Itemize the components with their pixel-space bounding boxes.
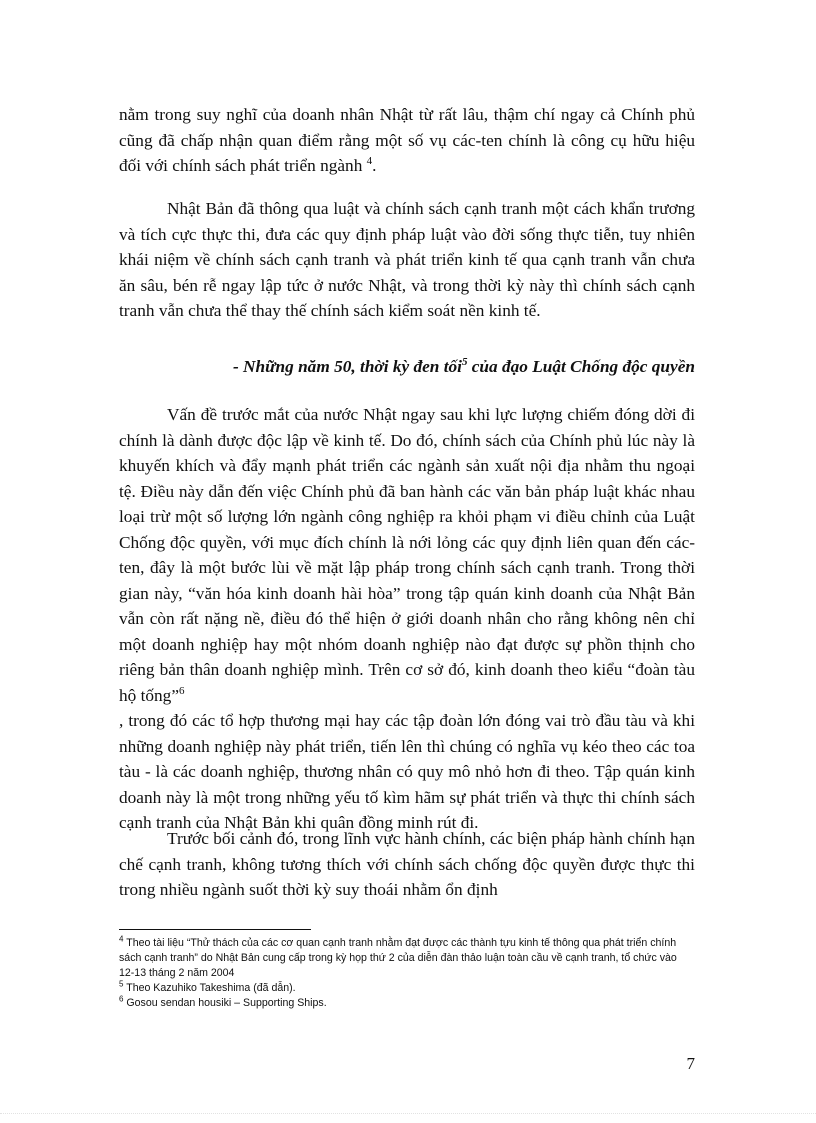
footnote-reference[interactable]: 4: [366, 155, 373, 168]
paragraph-continuation: [119, 102, 695, 179]
footnote-separator: [119, 929, 311, 930]
paragraph-text-continued: , trong đó các tổ hợp thương mại hay các tập đoàn lớn đóng vai trò đầu tàu và khi những doanh nghiệp này phát triển, tiến lên thì chúng có nghĩa vụ kéo theo các toa tàu - là các doanh nghiệp, thương nhân có quy mô nhỏ hơn đi theo. Tập quán kinh doanh này là một trong những yếu tố kìm hãm sự phát triển và thực thi chính sách cạnh tranh của Nhật Bản khi quân đồng minh rút đi.: [119, 711, 695, 832]
paragraph-fifties: [119, 402, 695, 836]
footnote-number: 4: [119, 934, 124, 944]
footnote-6: [119, 996, 695, 1011]
heading-text: - Những năm 50, thời kỳ đen tối: [232, 357, 462, 376]
page-number: 7: [686, 1054, 695, 1073]
footnotes: [119, 936, 695, 1011]
page-edge-divider: [0, 1113, 816, 1114]
footnote-reference[interactable]: 5: [461, 356, 468, 369]
paragraph-end: .: [372, 156, 377, 175]
heading-text-end: của đạo Luật Chống độc quyền: [467, 357, 695, 376]
footnote-text: Theo tài liệu “Thử thách của các cơ quan cạnh tranh nhằm đạt được các thành tựu kinh tế thông qua phát triển chính sách cạnh tranh” do Nhật Bản cung cấp trong kỳ họp thứ 2 của diễn đàn thảo luận toàn cầu về cạnh tranh, tổ chức vào 12-13 tháng 2 năm 2004: [119, 937, 677, 979]
footnote-number: 6: [119, 994, 124, 1004]
footnote-reference[interactable]: 6: [179, 684, 185, 697]
footnote-text: Theo Kazuhiko Takeshima (đã dẫn).: [126, 982, 296, 994]
footnote-text: Gosou sendan housiki – Supporting Ships.: [126, 997, 327, 1009]
footnote-5: [119, 981, 695, 996]
footnote-4: [119, 936, 695, 981]
paragraph-text: nằm trong suy nghĩ của doanh nhân Nhật từ rất lâu, thậm chí ngay cả Chính phủ cũng đã chấp nhận quan điểm rằng một số vụ các-ten chính là công cụ hữu hiệu đối với chính sách phát triển ngành: [119, 105, 695, 175]
section-heading: [119, 354, 695, 379]
paragraph-text: Vấn đề trước mắt của nước Nhật ngay sau khi lực lượng chiếm đóng dời đi chính là dành được độc lập về kinh tế. Do đó, chính sách của Chính phủ lúc này là khuyến khích và đẩy mạnh phát triển các ngành sản xuất nội địa nhằm thu ngoại tệ. Điều này dẫn đến việc Chính phủ đã ban hành các văn bản pháp luật khác nhau loại trừ một số lượng lớn ngành công nghiệp ra khỏi phạm vi điều chỉnh của Luật Chống độc quyền, với mục đích chính là nới lỏng các quy định liên quan đến các-ten, đây là một bước lùi về mặt lập pháp trong chính sách cạnh tranh. Trong thời gian này, “văn hóa kinh doanh hài hòa” trong tập quán kinh doanh của Nhật Bản vẫn còn rất nặng nề, điều đó thể hiện ở giới doanh nhân cho rằng không nên chỉ một doanh nghiệp hay một nhóm doanh nghiệp nào đạt được sự phồn thịnh cho riêng bản thân doanh nghiệp mình. Trên cơ sở đó, kinh doanh theo kiểu “đoàn tàu hộ tống”: [119, 405, 695, 705]
footnote-number: 5: [119, 979, 124, 989]
paragraph-competition-law: Nhật Bản đã thông qua luật và chính sách cạnh tranh một cách khẩn trương và tích cực thực thi, đưa các quy định pháp luật vào đời sống thực tiễn, tuy nhiên khái niệm về chính sách cạnh tranh và phát triển kinh tế qua cạnh tranh vẫn chưa ăn sâu, bén rễ ngay lập tức ở nước Nhật, và trong thời kỳ này thì chính sách cạnh tranh vẫn chưa thể thay thế chính sách kiểm soát nền kinh tế.: [119, 199, 695, 320]
paragraph-administrative: Trước bối cảnh đó, trong lĩnh vực hành chính, các biện pháp hành chính hạn chế cạnh tranh, không tương thích với chính sách chống độc quyền được thực thi trong nhiều ngành suốt thời kỳ suy thoái nhằm ổn định: [119, 829, 695, 899]
